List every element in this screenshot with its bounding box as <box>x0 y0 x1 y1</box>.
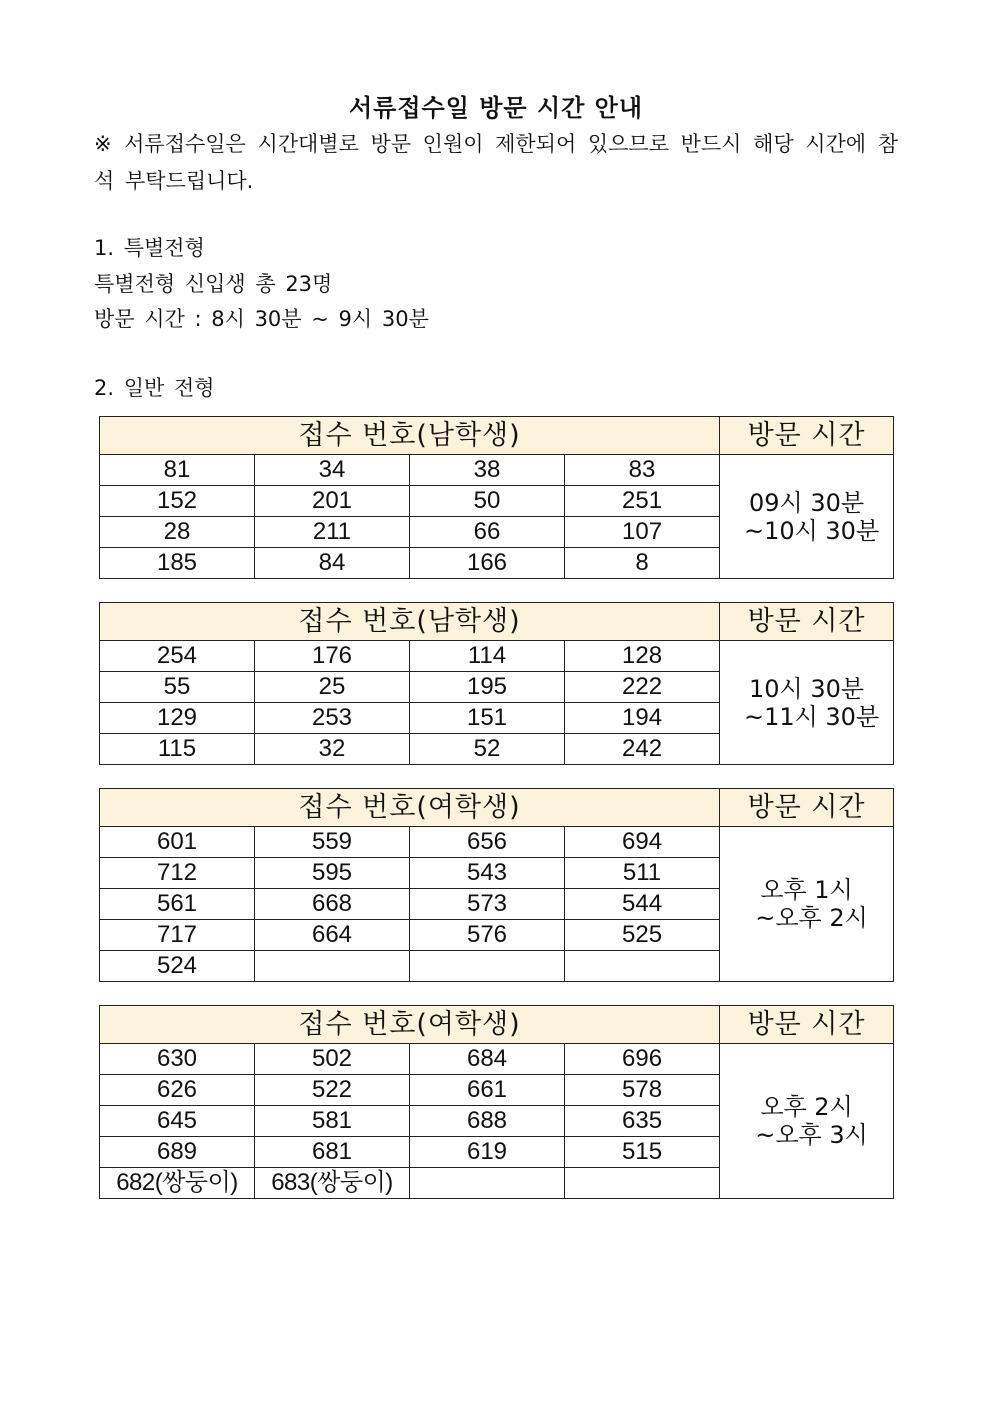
number-cell: 511 <box>565 858 720 889</box>
number-cell: 195 <box>410 672 565 703</box>
number-cell: 626 <box>100 1075 255 1106</box>
number-cell <box>565 951 720 982</box>
number-cell: 595 <box>255 858 410 889</box>
number-cell <box>410 1168 565 1199</box>
number-cell: 522 <box>255 1075 410 1106</box>
number-cell: 25 <box>255 672 410 703</box>
number-cell: 129 <box>100 703 255 734</box>
visit-time-cell <box>720 455 894 579</box>
time-to: ~오후 2시 <box>755 904 868 932</box>
number-cell: 683(쌍둥이) <box>255 1168 410 1199</box>
number-cell: 242 <box>565 734 720 765</box>
time-from: 오후 1시 <box>760 876 853 904</box>
number-cell: 115 <box>100 734 255 765</box>
table-header-number: 접수 번호(남학생) <box>100 603 720 641</box>
number-cell: 578 <box>565 1075 720 1106</box>
number-cell: 34 <box>255 455 410 486</box>
number-cell: 502 <box>255 1044 410 1075</box>
number-cell: 83 <box>565 455 720 486</box>
number-cell: 28 <box>100 517 255 548</box>
number-cell: 664 <box>255 920 410 951</box>
table-row <box>100 455 894 486</box>
visit-time-cell <box>720 827 894 982</box>
number-cell: 619 <box>410 1137 565 1168</box>
visit-time-cell <box>720 1044 894 1199</box>
special-heading: 1. 특별전형 <box>94 236 205 260</box>
number-cell: 151 <box>410 703 565 734</box>
number-cell: 696 <box>565 1044 720 1075</box>
number-cell: 544 <box>565 889 720 920</box>
schedule-table-3 <box>99 788 894 982</box>
number-cell: 176 <box>255 641 410 672</box>
number-cell: 559 <box>255 827 410 858</box>
number-cell: 689 <box>100 1137 255 1168</box>
time-to: ~11시 30분 <box>743 702 880 731</box>
number-cell: 66 <box>410 517 565 548</box>
number-cell: 201 <box>255 486 410 517</box>
number-cell: 128 <box>565 641 720 672</box>
number-cell: 32 <box>255 734 410 765</box>
number-cell: 601 <box>100 827 255 858</box>
number-cell: 107 <box>565 517 720 548</box>
number-cell: 561 <box>100 889 255 920</box>
number-cell: 712 <box>100 858 255 889</box>
number-cell: 694 <box>565 827 720 858</box>
time-to: ~오후 3시 <box>755 1121 868 1149</box>
number-cell: 576 <box>410 920 565 951</box>
number-cell: 84 <box>255 548 410 579</box>
number-cell <box>255 951 410 982</box>
number-cell: 543 <box>410 858 565 889</box>
number-cell: 81 <box>100 455 255 486</box>
number-cell: 166 <box>410 548 565 579</box>
number-cell: 656 <box>410 827 565 858</box>
schedule-table-2 <box>99 602 894 765</box>
schedule-table-1 <box>99 416 894 579</box>
table-header-number: 접수 번호(여학생) <box>100 789 720 827</box>
number-cell: 251 <box>565 486 720 517</box>
time-from: 오후 2시 <box>760 1093 853 1121</box>
number-cell: 688 <box>410 1106 565 1137</box>
table-header-time: 방문 시간 <box>720 417 894 455</box>
number-cell: 630 <box>100 1044 255 1075</box>
number-cell: 684 <box>410 1044 565 1075</box>
number-cell <box>410 951 565 982</box>
number-cell: 635 <box>565 1106 720 1137</box>
number-cell: 222 <box>565 672 720 703</box>
number-cell: 645 <box>100 1106 255 1137</box>
number-cell: 52 <box>410 734 565 765</box>
number-cell: 524 <box>100 951 255 982</box>
time-to: ~10시 30분 <box>743 516 880 545</box>
number-cell: 682(쌍둥이) <box>100 1168 255 1199</box>
number-cell: 55 <box>100 672 255 703</box>
table-header-number: 접수 번호(남학생) <box>100 417 720 455</box>
table-row <box>100 827 894 858</box>
number-cell: 515 <box>565 1137 720 1168</box>
schedule-table-4 <box>99 1005 894 1199</box>
number-cell: 50 <box>410 486 565 517</box>
special-time: 방문 시간 : 8시 30분 ~ 9시 30분 <box>94 307 429 331</box>
table-row <box>100 1044 894 1075</box>
general-heading: 2. 일반 전형 <box>94 376 215 400</box>
number-cell: 152 <box>100 486 255 517</box>
visit-time-cell <box>720 641 894 765</box>
special-count: 특별전형 신입생 총 23명 <box>94 272 333 296</box>
table-header-time: 방문 시간 <box>720 789 894 827</box>
number-cell: 185 <box>100 548 255 579</box>
table-row <box>100 641 894 672</box>
number-cell: 581 <box>255 1106 410 1137</box>
number-cell: 681 <box>255 1137 410 1168</box>
notice-text: ※ 서류접수일은 시간대별로 방문 인원이 제한되어 있으므로 반드시 해당 시간에 참석 부탁드립니다. <box>94 132 898 193</box>
number-cell: 254 <box>100 641 255 672</box>
number-cell: 253 <box>255 703 410 734</box>
number-cell: 525 <box>565 920 720 951</box>
number-cell: 573 <box>410 889 565 920</box>
number-cell: 194 <box>565 703 720 734</box>
number-cell: 668 <box>255 889 410 920</box>
time-from: 10시 30분 <box>749 674 865 703</box>
number-cell <box>565 1168 720 1199</box>
number-cell: 661 <box>410 1075 565 1106</box>
number-cell: 717 <box>100 920 255 951</box>
table-header-time: 방문 시간 <box>720 1006 894 1044</box>
table-header-time: 방문 시간 <box>720 603 894 641</box>
number-cell: 8 <box>565 548 720 579</box>
table-header-number: 접수 번호(여학생) <box>100 1006 720 1044</box>
number-cell: 211 <box>255 517 410 548</box>
document-title: 서류접수일 방문 시간 안내 <box>348 94 644 122</box>
number-cell: 38 <box>410 455 565 486</box>
time-from: 09시 30분 <box>749 488 865 517</box>
number-cell: 114 <box>410 641 565 672</box>
